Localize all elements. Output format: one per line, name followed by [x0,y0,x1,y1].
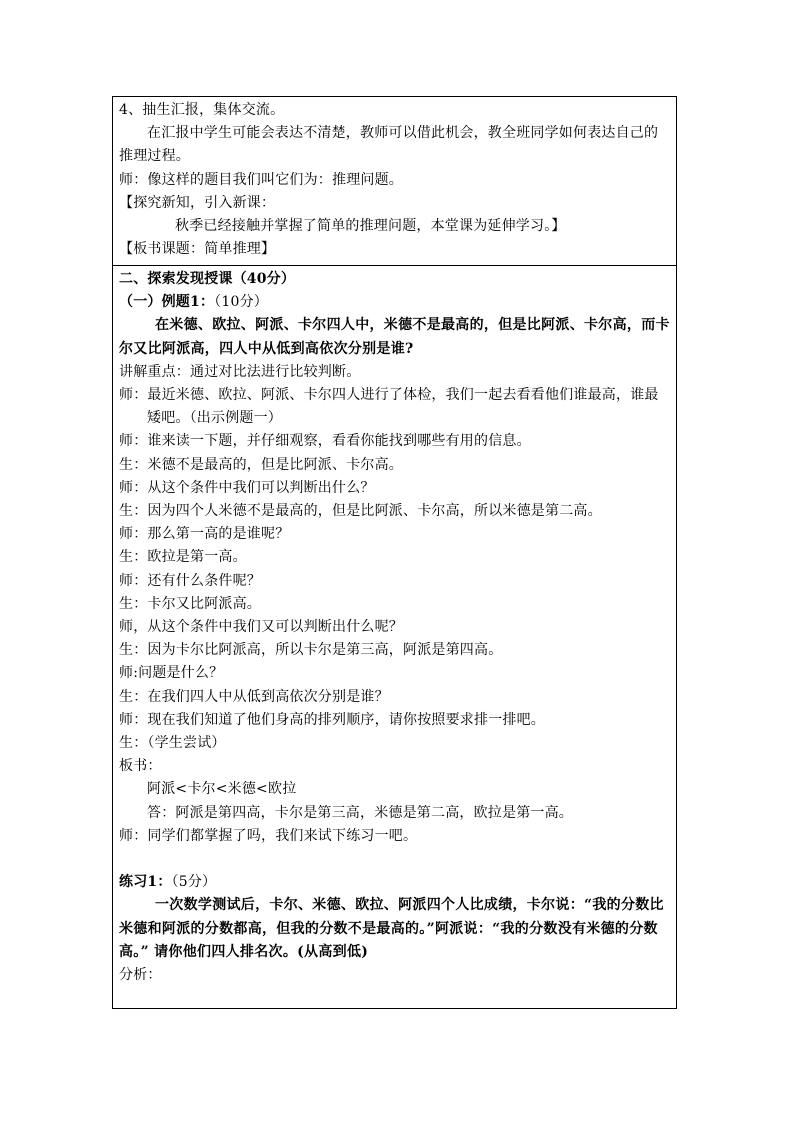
dialog-line: 师：现在我们知道了他们身高的排列顺序，请你按照要求排一排吧。 [119,711,545,728]
example-heading [119,291,670,314]
intro-section [113,97,676,265]
dialog-line: 生：欧拉是第一高。 [119,549,247,566]
example-problem: 在米德、欧拉、阿派、卡尔四人中，米德不是最高的，但是比阿派、卡尔高，而卡尔又比阿派高，四人中从低到高依次分别是谁? [119,317,670,357]
example-title: （一）例题1： [119,294,215,311]
dialog-line: 师，从这个条件中我们又可以判断出什么呢？ [119,619,403,636]
dialog-line: 板书： [119,758,162,775]
teacher-note: 在汇报中学生可能会表达不清楚，教师可以借此机会，教全班同学如何表达自己的推理过程。 [119,125,659,165]
practice-title: 练习1： [119,874,172,891]
practice-heading [119,871,670,894]
closing-line: 师：同学们都掌握了吗，我们来试下练习一吧。 [119,827,418,844]
board-order: 阿派<卡尔<米德<欧拉 [147,781,297,798]
teacher-line: 师：像这样的题目我们叫它们为：推理问题。 [119,171,403,188]
dialog-line: 师：谁来读一下题，并仔细观察，看看你能找到哪些有用的信息。 [119,433,531,450]
dialog-line: 讲解重点：通过对比法进行比较判断。 [119,363,361,380]
dialog-line: 生：米德不是最高的，但是比阿派、卡尔高。 [119,456,403,473]
dialog-line: 生：因为四个人米德不是最高的，但是比阿派、卡尔高，所以米德是第二高。 [119,503,602,520]
answer-line: 答：阿派是第四高，卡尔是第三高，米德是第二高，欧拉是第一高。 [147,804,573,821]
lesson-table [112,96,677,1009]
dialog-line: 师：那么第一高的是谁呢？ [119,526,290,543]
analysis-label: 分析： [119,967,162,984]
dialog-line: 师：最近米德、欧拉、阿派、卡尔四人进行了体检，我们一起去看看他们谁最高，谁最矮吧。（出示例题一） [119,387,659,427]
step-report: 4、抽生汇报，集体交流。 [119,102,285,118]
dialog-line: 师：还有什么条件呢？ [119,572,261,589]
practice-points: （5分） [171,874,217,891]
dialog-line: 生：（学生尝试） [119,735,226,752]
explore-note: 秋季已经接触并掌握了简单的推理问题，本堂课为延伸学习。】 [175,218,566,235]
spacer [119,848,670,871]
board-title: 【板书课题：简单推理】 [119,241,276,258]
section-heading: 二、探索发现授课（40分） [119,271,296,287]
dialog-line: 生：因为卡尔比阿派高，所以卡尔是第三高，阿派是第四高。 [119,642,503,659]
dialog-line: 师:问题是什么？ [119,665,224,682]
dialog-line: 生：卡尔又比阿派高。 [119,595,261,612]
practice-problem: 一次数学测试后，卡尔、米德、欧拉、阿派四个人比成绩，卡尔说：“我的分数比米德和阿派的分数都高，但我的分数不是最高的。”阿派说：“我的分数没有米德的分数高。” 请你他们四人排名次。(从高到低) [119,897,664,960]
explore-heading: 【探究新知，引入新课： [119,194,276,211]
dialog-line: 生：在我们四人中从低到高依次分别是谁？ [119,688,389,705]
dialog-line: 师：从这个条件中我们可以判断出什么？ [119,479,375,496]
explore-section [113,265,676,1008]
example-points: （10分） [214,294,268,311]
